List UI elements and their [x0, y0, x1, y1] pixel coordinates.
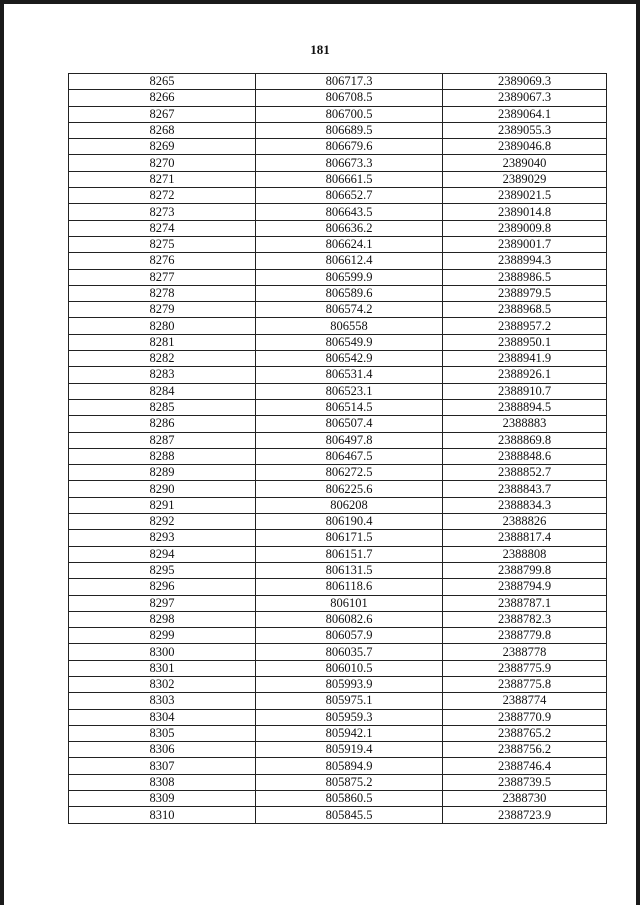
table-row	[69, 139, 607, 155]
point-number-cell: 8270	[69, 155, 256, 171]
x-coordinate-cell: 806131.5	[256, 562, 443, 578]
x-coordinate-cell: 805942.1	[256, 725, 443, 741]
table-row	[69, 318, 607, 334]
table-row	[69, 628, 607, 644]
point-number-cell: 8286	[69, 416, 256, 432]
x-coordinate-cell: 806673.3	[256, 155, 443, 171]
point-number-cell: 8268	[69, 122, 256, 138]
point-number-cell: 8276	[69, 253, 256, 269]
y-coordinate-cell: 2388746.4	[443, 758, 607, 774]
coordinates-table-container	[68, 73, 606, 824]
scan-border-top	[0, 0, 640, 4]
point-number-cell: 8308	[69, 774, 256, 790]
x-coordinate-cell: 806010.5	[256, 660, 443, 676]
y-coordinate-cell: 2389009.8	[443, 220, 607, 236]
table-row	[69, 171, 607, 187]
y-coordinate-cell: 2388730	[443, 791, 607, 807]
point-number-cell: 8291	[69, 497, 256, 513]
table-row	[69, 90, 607, 106]
y-coordinate-cell: 2388787.1	[443, 595, 607, 611]
table-row	[69, 367, 607, 383]
table-row	[69, 644, 607, 660]
x-coordinate-cell: 806661.5	[256, 171, 443, 187]
y-coordinate-cell: 2388765.2	[443, 725, 607, 741]
table-row	[69, 611, 607, 627]
y-coordinate-cell: 2388775.8	[443, 676, 607, 692]
x-coordinate-cell: 806643.5	[256, 204, 443, 220]
x-coordinate-cell: 806101	[256, 595, 443, 611]
y-coordinate-cell: 2388834.3	[443, 497, 607, 513]
page-number: 181	[310, 42, 330, 57]
table-row	[69, 448, 607, 464]
y-coordinate-cell: 2388775.9	[443, 660, 607, 676]
y-coordinate-cell: 2388926.1	[443, 367, 607, 383]
y-coordinate-cell: 2388770.9	[443, 709, 607, 725]
point-number-cell: 8265	[69, 74, 256, 90]
point-number-cell: 8280	[69, 318, 256, 334]
table-row	[69, 514, 607, 530]
x-coordinate-cell: 805919.4	[256, 742, 443, 758]
table-row	[69, 791, 607, 807]
point-number-cell: 8307	[69, 758, 256, 774]
y-coordinate-cell: 2388883	[443, 416, 607, 432]
point-number-cell: 8300	[69, 644, 256, 660]
table-row	[69, 334, 607, 350]
x-coordinate-cell: 806514.5	[256, 399, 443, 415]
table-row	[69, 676, 607, 692]
point-number-cell: 8283	[69, 367, 256, 383]
x-coordinate-cell: 805860.5	[256, 791, 443, 807]
y-coordinate-cell: 2388778	[443, 644, 607, 660]
point-number-cell: 8310	[69, 807, 256, 823]
point-number-cell: 8294	[69, 546, 256, 562]
x-coordinate-cell: 806549.9	[256, 334, 443, 350]
point-number-cell: 8297	[69, 595, 256, 611]
table-row	[69, 758, 607, 774]
scan-border-right	[636, 0, 640, 905]
y-coordinate-cell: 2388968.5	[443, 302, 607, 318]
point-number-cell: 8281	[69, 334, 256, 350]
scan-border-left	[0, 0, 4, 905]
table-row	[69, 530, 607, 546]
table-row	[69, 204, 607, 220]
table-row	[69, 693, 607, 709]
table-row	[69, 774, 607, 790]
y-coordinate-cell: 2388782.3	[443, 611, 607, 627]
y-coordinate-cell: 2388910.7	[443, 383, 607, 399]
point-number-cell: 8305	[69, 725, 256, 741]
x-coordinate-cell: 806589.6	[256, 285, 443, 301]
table-row	[69, 742, 607, 758]
y-coordinate-cell: 2388794.9	[443, 579, 607, 595]
y-coordinate-cell: 2389055.3	[443, 122, 607, 138]
point-number-cell: 8288	[69, 448, 256, 464]
table-row	[69, 465, 607, 481]
point-number-cell: 8302	[69, 676, 256, 692]
table-row	[69, 807, 607, 823]
y-coordinate-cell: 2388950.1	[443, 334, 607, 350]
point-number-cell: 8271	[69, 171, 256, 187]
x-coordinate-cell: 806118.6	[256, 579, 443, 595]
point-number-cell: 8275	[69, 236, 256, 252]
x-coordinate-cell: 806151.7	[256, 546, 443, 562]
x-coordinate-cell: 806523.1	[256, 383, 443, 399]
point-number-cell: 8303	[69, 693, 256, 709]
point-number-cell: 8295	[69, 562, 256, 578]
point-number-cell: 8272	[69, 188, 256, 204]
y-coordinate-cell: 2389069.3	[443, 74, 607, 90]
y-coordinate-cell: 2388779.8	[443, 628, 607, 644]
point-number-cell: 8269	[69, 139, 256, 155]
table-row	[69, 709, 607, 725]
point-number-cell: 8292	[69, 514, 256, 530]
point-number-cell: 8298	[69, 611, 256, 627]
table-row	[69, 122, 607, 138]
table-row	[69, 416, 607, 432]
table-row	[69, 285, 607, 301]
y-coordinate-cell: 2389029	[443, 171, 607, 187]
y-coordinate-cell: 2389021.5	[443, 188, 607, 204]
x-coordinate-cell: 806717.3	[256, 74, 443, 90]
point-number-cell: 8296	[69, 579, 256, 595]
y-coordinate-cell: 2388986.5	[443, 269, 607, 285]
point-number-cell: 8301	[69, 660, 256, 676]
x-coordinate-cell: 806272.5	[256, 465, 443, 481]
point-number-cell: 8299	[69, 628, 256, 644]
y-coordinate-cell: 2388894.5	[443, 399, 607, 415]
x-coordinate-cell: 806652.7	[256, 188, 443, 204]
table-row	[69, 383, 607, 399]
y-coordinate-cell: 2388826	[443, 514, 607, 530]
x-coordinate-cell: 806190.4	[256, 514, 443, 530]
table-body	[69, 74, 607, 824]
y-coordinate-cell: 2389001.7	[443, 236, 607, 252]
x-coordinate-cell: 806636.2	[256, 220, 443, 236]
y-coordinate-cell: 2388808	[443, 546, 607, 562]
table-row	[69, 595, 607, 611]
table-row	[69, 269, 607, 285]
x-coordinate-cell: 806057.9	[256, 628, 443, 644]
x-coordinate-cell: 805894.9	[256, 758, 443, 774]
point-number-cell: 8306	[69, 742, 256, 758]
x-coordinate-cell: 806171.5	[256, 530, 443, 546]
x-coordinate-cell: 806497.8	[256, 432, 443, 448]
point-number-cell: 8278	[69, 285, 256, 301]
point-number-cell: 8304	[69, 709, 256, 725]
x-coordinate-cell: 806624.1	[256, 236, 443, 252]
point-number-cell: 8279	[69, 302, 256, 318]
x-coordinate-cell: 806507.4	[256, 416, 443, 432]
point-number-cell: 8282	[69, 351, 256, 367]
point-number-cell: 8274	[69, 220, 256, 236]
y-coordinate-cell: 2388848.6	[443, 448, 607, 464]
table-row	[69, 351, 607, 367]
x-coordinate-cell: 806558	[256, 318, 443, 334]
point-number-cell: 8293	[69, 530, 256, 546]
table-row	[69, 432, 607, 448]
y-coordinate-cell: 2388723.9	[443, 807, 607, 823]
y-coordinate-cell: 2388957.2	[443, 318, 607, 334]
y-coordinate-cell: 2389040	[443, 155, 607, 171]
x-coordinate-cell: 805959.3	[256, 709, 443, 725]
table-row	[69, 481, 607, 497]
y-coordinate-cell: 2388843.7	[443, 481, 607, 497]
table-row	[69, 253, 607, 269]
y-coordinate-cell: 2388979.5	[443, 285, 607, 301]
point-number-cell: 8289	[69, 465, 256, 481]
y-coordinate-cell: 2388941.9	[443, 351, 607, 367]
x-coordinate-cell: 806225.6	[256, 481, 443, 497]
point-number-cell: 8273	[69, 204, 256, 220]
y-coordinate-cell: 2389014.8	[443, 204, 607, 220]
table-row	[69, 236, 607, 252]
table-row	[69, 106, 607, 122]
y-coordinate-cell: 2389046.8	[443, 139, 607, 155]
x-coordinate-cell: 805993.9	[256, 676, 443, 692]
point-number-cell: 8266	[69, 90, 256, 106]
y-coordinate-cell: 2388869.8	[443, 432, 607, 448]
table-row	[69, 220, 607, 236]
x-coordinate-cell: 806574.2	[256, 302, 443, 318]
coordinates-table	[68, 73, 607, 824]
y-coordinate-cell: 2389067.3	[443, 90, 607, 106]
point-number-cell: 8287	[69, 432, 256, 448]
table-row	[69, 74, 607, 90]
x-coordinate-cell: 806467.5	[256, 448, 443, 464]
x-coordinate-cell: 806679.6	[256, 139, 443, 155]
y-coordinate-cell: 2389064.1	[443, 106, 607, 122]
table-row	[69, 579, 607, 595]
x-coordinate-cell: 805845.5	[256, 807, 443, 823]
x-coordinate-cell: 805875.2	[256, 774, 443, 790]
table-row	[69, 188, 607, 204]
y-coordinate-cell: 2388817.4	[443, 530, 607, 546]
x-coordinate-cell: 806542.9	[256, 351, 443, 367]
point-number-cell: 8277	[69, 269, 256, 285]
x-coordinate-cell: 806035.7	[256, 644, 443, 660]
y-coordinate-cell: 2388799.8	[443, 562, 607, 578]
point-number-cell: 8284	[69, 383, 256, 399]
table-row	[69, 497, 607, 513]
table-row	[69, 302, 607, 318]
point-number-cell: 8285	[69, 399, 256, 415]
table-row	[69, 399, 607, 415]
y-coordinate-cell: 2388994.3	[443, 253, 607, 269]
table-row	[69, 660, 607, 676]
table-row	[69, 155, 607, 171]
x-coordinate-cell: 806708.5	[256, 90, 443, 106]
x-coordinate-cell: 806700.5	[256, 106, 443, 122]
x-coordinate-cell: 806531.4	[256, 367, 443, 383]
x-coordinate-cell: 805975.1	[256, 693, 443, 709]
y-coordinate-cell: 2388852.7	[443, 465, 607, 481]
y-coordinate-cell: 2388739.5	[443, 774, 607, 790]
y-coordinate-cell: 2388756.2	[443, 742, 607, 758]
table-row	[69, 546, 607, 562]
x-coordinate-cell: 806612.4	[256, 253, 443, 269]
point-number-cell: 8290	[69, 481, 256, 497]
x-coordinate-cell: 806599.9	[256, 269, 443, 285]
y-coordinate-cell: 2388774	[443, 693, 607, 709]
point-number-cell: 8309	[69, 791, 256, 807]
table-row	[69, 562, 607, 578]
x-coordinate-cell: 806082.6	[256, 611, 443, 627]
table-row	[69, 725, 607, 741]
point-number-cell: 8267	[69, 106, 256, 122]
x-coordinate-cell: 806208	[256, 497, 443, 513]
x-coordinate-cell: 806689.5	[256, 122, 443, 138]
